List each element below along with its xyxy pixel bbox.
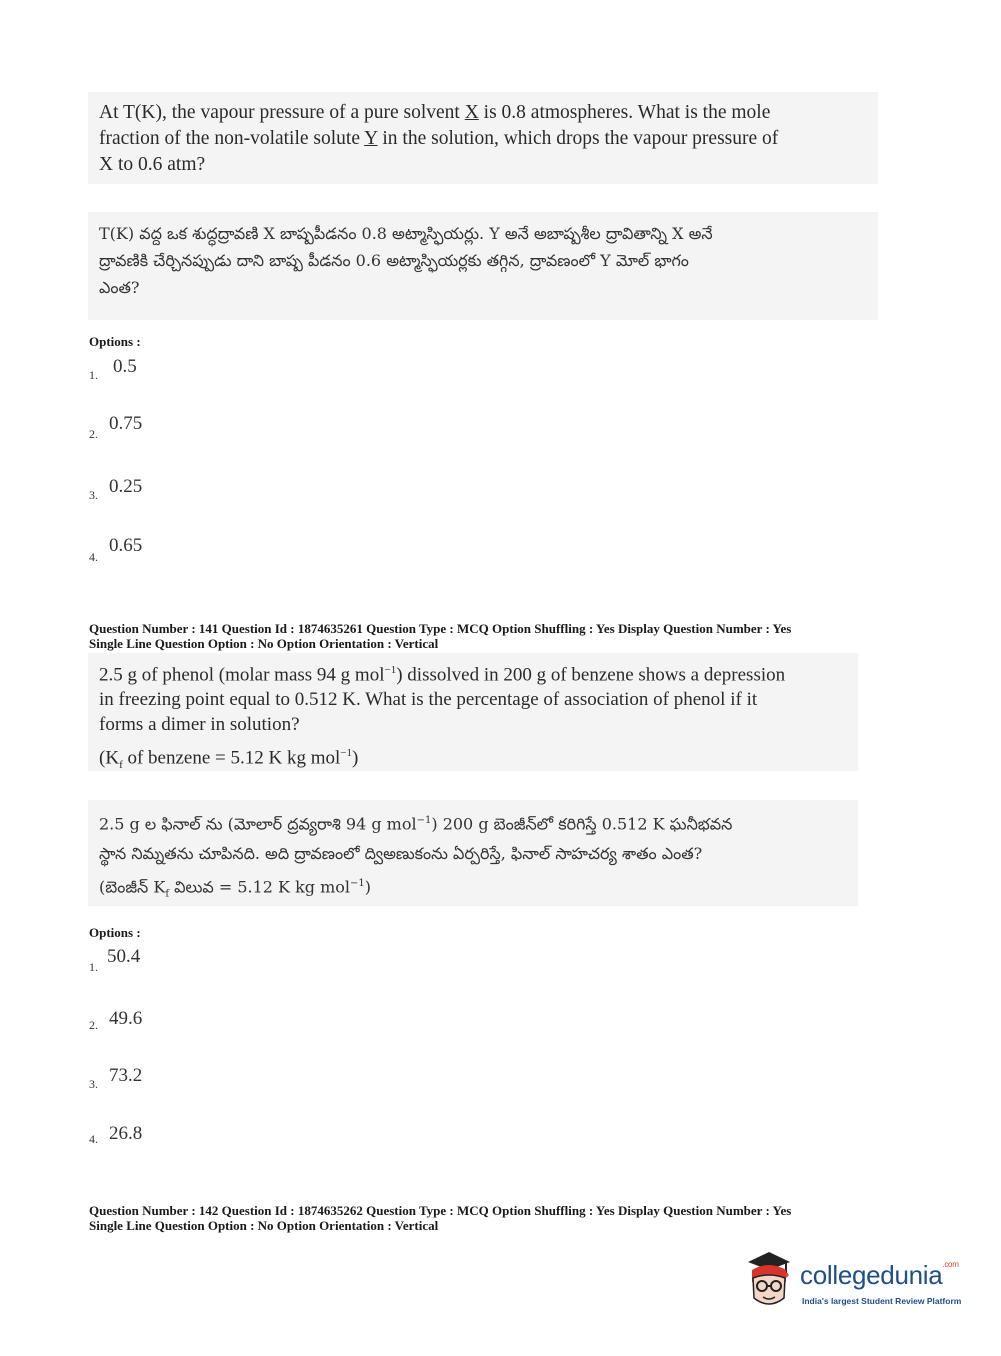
question-140-telugu-text: T(K) వద్ద ఒక శుద్ధద్రావణి X బాష్పపీడనం 0.8 అట్మాస్ఫియర్లు. Y అనే అబాష్పశీల ద్రావితాన్ని X అనే ద్రావణికి చేర్చినప్పుడు దాని బాష్ప పీడనం 0.6 అట్మాస్ఫియర్లకు తగ్గిన, ద్రావణంలో Y మోల్ భాగం ఎంత? [99,224,713,297]
option-number: 2. [89,427,98,441]
option-number: 2. [89,1018,98,1032]
option-number: 3. [89,1077,98,1091]
option-value: 0.25 [109,476,143,497]
question-141-english-text: 2.5 g of phenol (molar mass 94 g mol$^{-1}$) dissolved in 200 g of benzene shows a depression in freezing point equal to 0.512 K. What is the percentage of association of phenol if it forms a dimer in solution? ($K_f$ of benzene = 5.12 K kg mol$^{-1}$) [99,664,786,772]
option-value: 0.75 [109,413,143,434]
option-value: 49.6 [109,1008,143,1029]
options-label: Options : [89,334,141,349]
collegedunia-logo [740,1248,970,1318]
options-label: Options : [89,925,141,940]
option-value: 73.2 [109,1065,143,1086]
option-value: 0.65 [109,535,143,556]
brand-tagline: India's largest Student Review Platform [802,1296,962,1306]
brand-name: collegedunia$^{.com}$ [800,1260,959,1290]
option-number: 3. [89,488,98,502]
question-141-telugu-text: 2.5 g ల ఫినాల్ ను (మోలార్ ద్రవ్యరాశి 94 g mol$^{-1}$) 200 g బెంజీన్‌లో కరిగిస్తే 0.512 K ఘనీభవన స్థాన నిమ్నతను చూపినది. అది ద్రావణంలో ద్విఅణుకంను ఏర్పరిస్తే, ఫినాల్ సాహచర్య శాతం ఎంత? (బెంజీన్ $K_f$ విలువ = 5.12 K kg mol$^{-1}$) [99,814,733,900]
option-number: 1. [89,960,98,974]
option-number: 4. [89,1132,98,1146]
option-number: 4. [89,550,98,564]
option-number: 1. [89,368,98,382]
mascot-icon [740,1248,798,1314]
option-value: 26.8 [109,1123,143,1144]
option-value: 50.4 [107,946,141,967]
question-142-meta: Question Number : 142 Question Id : 1874635262 Question Type : MCQ Option Shuffling : Yes Display Question Number : Yes Single Line Question Option : No Option Orientation : Vertical [89,1203,792,1233]
question-140-english-text: At T(K), the vapour pressure of a pure solvent X is 0.8 atmospheres. What is the mole fraction of the non-volatile solute Y in the solution, which drops the vapour pressure of X to 0.6 atm? [99,102,779,175]
question-141-meta: Question Number : 141 Question Id : 1874635261 Question Type : MCQ Option Shuffling : Yes Display Question Number : Yes Single Line Question Option : No Option Orientation : Vertical [89,621,792,651]
option-value: 0.5 [113,356,137,377]
